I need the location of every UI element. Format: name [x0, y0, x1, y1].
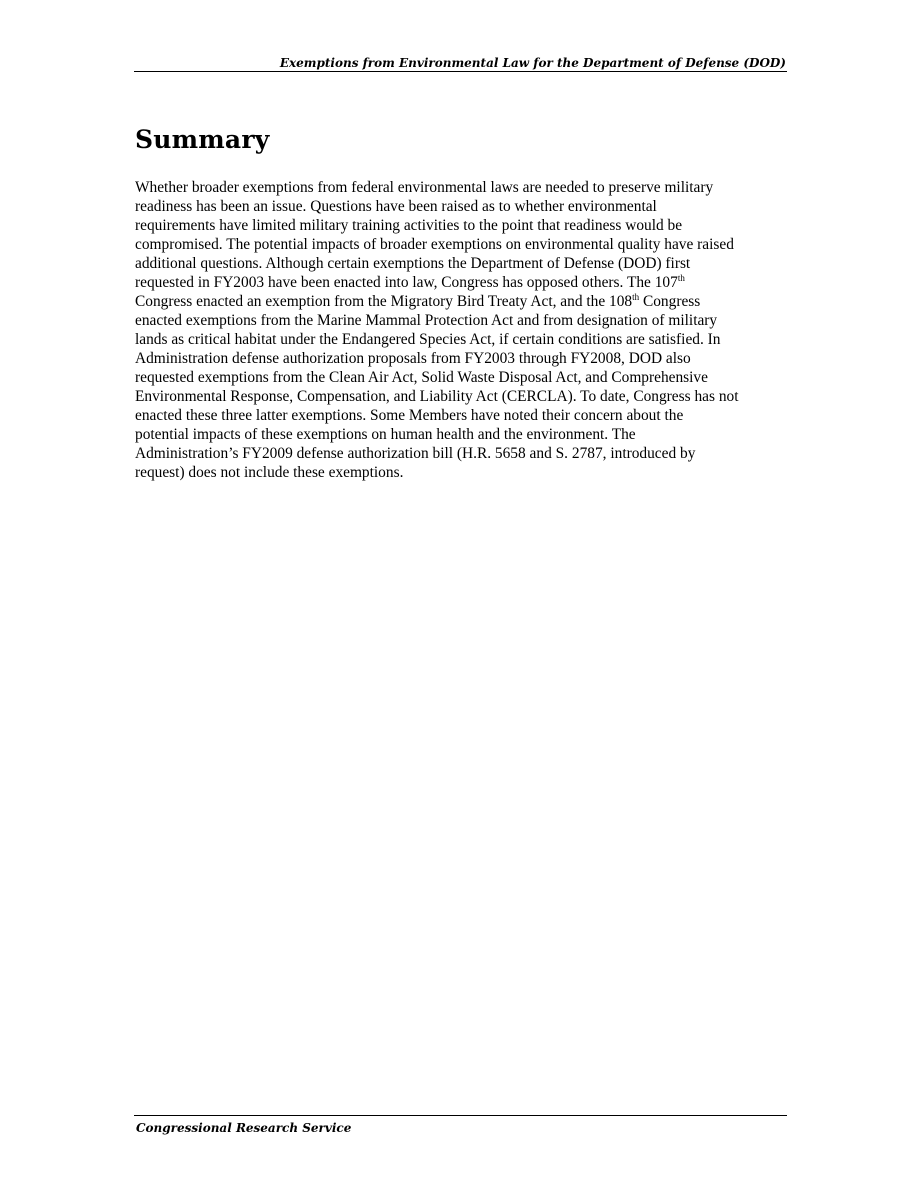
paragraph-line [135, 463, 795, 482]
paragraph-line [135, 425, 795, 444]
line-text: Administration defense authorization proposals from FY2003 through FY2008, DOD also [135, 350, 691, 367]
header-divider [134, 71, 787, 72]
paragraph-line [135, 216, 795, 235]
line-text: Congress enacted an exemption from the Migratory Bird Treaty Act, and the 108 [135, 293, 633, 310]
line-text: requested exemptions from the Clean Air Act, Solid Waste Disposal Act, and Comprehensive [135, 369, 708, 386]
line-text: lands as critical habitat under the Endangered Species Act, if certain conditions are satisfied. In [135, 331, 721, 348]
ordinal-superscript: th [677, 273, 685, 283]
paragraph-line [135, 292, 795, 311]
paragraph-line [135, 368, 795, 387]
paragraph-line [135, 311, 795, 330]
paragraph-line [135, 197, 795, 216]
line-text: potential impacts of these exemptions on human health and the environment. The [135, 426, 636, 443]
paragraph-line [135, 406, 795, 425]
paragraph-line [135, 178, 795, 197]
running-header-title: Exemptions from Environmental Law for the Department of Defense (DOD) [279, 56, 786, 70]
line-text: enacted exemptions from the Marine Mammal Protection Act and from designation of military [135, 312, 718, 329]
paragraph-line [135, 387, 795, 406]
page-title: Summary [135, 125, 270, 154]
line-text: Environmental Response, Compensation, and Liability Act (CERCLA). To date, Congress has not [135, 388, 739, 405]
line-text: enacted these three latter exemptions. Some Members have noted their concern about the [135, 407, 684, 424]
line-text: readiness has been an issue. Questions have been raised as to whether environmental [135, 198, 657, 215]
paragraph-line [135, 235, 795, 254]
paragraph-line [135, 273, 795, 292]
footer-divider [134, 1115, 787, 1116]
footer-source: Congressional Research Service [136, 1121, 352, 1135]
summary-paragraph [135, 178, 795, 482]
line-text: requirements have limited military training activities to the point that readiness would be [135, 217, 683, 234]
paragraph-line [135, 444, 795, 463]
ordinal-superscript: th [632, 292, 640, 302]
paragraph-line [135, 254, 795, 273]
line-text: Whether broader exemptions from federal environmental laws are needed to preserve military [135, 179, 714, 196]
line-text: additional questions. Although certain exemptions the Department of Defense (DOD) first [135, 255, 691, 272]
paragraph-line [135, 330, 795, 349]
paragraph-line [135, 349, 795, 368]
line-text: request) does not include these exemptions. [135, 464, 404, 481]
line-text: compromised. The potential impacts of broader exemptions on environmental quality have raised [135, 236, 734, 253]
line-text-continued: Congress [639, 293, 701, 310]
line-text: requested in FY2003 have been enacted into law, Congress has opposed others. The 107 [135, 274, 678, 291]
line-text: Administration’s FY2009 defense authorization bill (H.R. 5658 and S. 2787, introduced by [135, 445, 696, 462]
